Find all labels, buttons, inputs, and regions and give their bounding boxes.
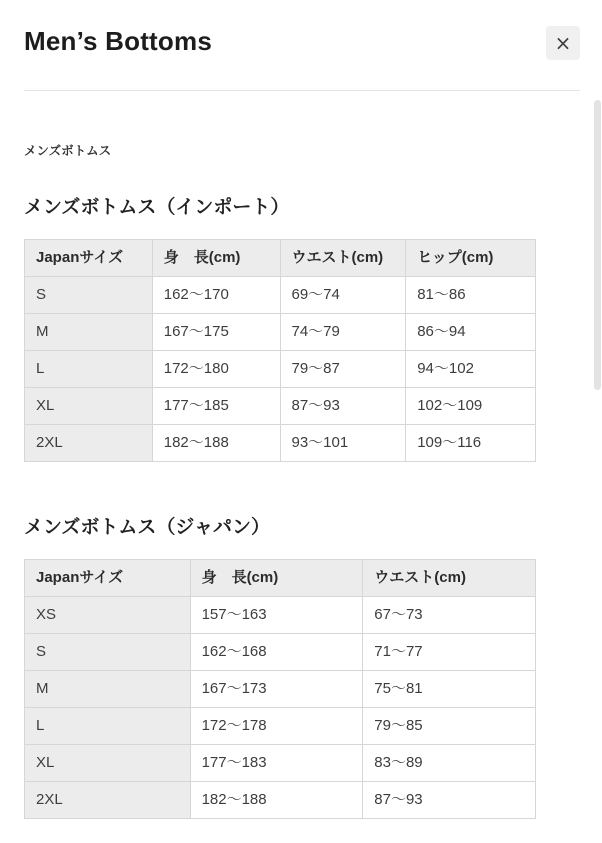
measurement-cell: 182〜188 [190, 782, 363, 819]
measurement-cell: 182〜188 [152, 425, 280, 462]
measurement-cell: 172〜178 [190, 708, 363, 745]
size-table-import [24, 239, 536, 462]
column-header: ウエスト(cm) [363, 560, 536, 597]
page-title: Men’s Bottoms [24, 26, 212, 56]
close-icon: × [554, 31, 572, 55]
size-cell: XS [25, 597, 191, 634]
column-header: Japanサイズ [25, 560, 191, 597]
size-cell: S [25, 277, 153, 314]
measurement-cell: 87〜93 [280, 388, 406, 425]
table-row [25, 745, 536, 782]
table-row [25, 634, 536, 671]
scrollbar-thumb[interactable] [594, 100, 601, 390]
measurement-cell: 93〜101 [280, 425, 406, 462]
section-heading-import: メンズボトムス（インポート） [24, 197, 290, 218]
table-row [25, 425, 536, 462]
close-button[interactable] [546, 26, 580, 60]
column-header: ヒップ(cm) [406, 240, 536, 277]
measurement-cell: 81〜86 [406, 277, 536, 314]
measurement-cell: 87〜93 [363, 782, 536, 819]
measurement-cell: 69〜74 [280, 277, 406, 314]
size-cell: M [25, 671, 191, 708]
column-header: 身 長(cm) [190, 560, 363, 597]
header-divider [24, 90, 580, 91]
measurement-cell: 167〜173 [190, 671, 363, 708]
table-row [25, 597, 536, 634]
size-cell: 2XL [25, 425, 153, 462]
modal-header [0, 0, 602, 60]
size-table-japan [24, 559, 536, 819]
measurement-cell: 109〜116 [406, 425, 536, 462]
column-header: 身 長(cm) [152, 240, 280, 277]
measurement-cell: 172〜180 [152, 351, 280, 388]
measurement-cell: 177〜183 [190, 745, 363, 782]
measurement-cell: 162〜170 [152, 277, 280, 314]
size-cell: XL [25, 388, 153, 425]
size-cell: S [25, 634, 191, 671]
measurement-cell: 67〜73 [363, 597, 536, 634]
table-row [25, 277, 536, 314]
column-header: ウエスト(cm) [280, 240, 406, 277]
table-row [25, 671, 536, 708]
table-row [25, 388, 536, 425]
measurement-cell: 86〜94 [406, 314, 536, 351]
measurement-cell: 75〜81 [363, 671, 536, 708]
measurement-cell: 79〜87 [280, 351, 406, 388]
measurement-cell: 167〜175 [152, 314, 280, 351]
measurement-cell: 177〜185 [152, 388, 280, 425]
table-row [25, 314, 536, 351]
measurement-cell: 83〜89 [363, 745, 536, 782]
table-row [25, 708, 536, 745]
size-cell: L [25, 708, 191, 745]
measurement-cell: 79〜85 [363, 708, 536, 745]
category-label: メンズボトムス [24, 144, 112, 158]
size-cell: 2XL [25, 782, 191, 819]
size-cell: XL [25, 745, 191, 782]
table-row [25, 351, 536, 388]
measurement-cell: 157〜163 [190, 597, 363, 634]
section-japan [0, 512, 602, 819]
measurement-cell: 94〜102 [406, 351, 536, 388]
section-heading-japan: メンズボトムス（ジャパン） [24, 517, 271, 538]
table-header-row [25, 560, 536, 597]
section-import [0, 192, 602, 462]
size-cell: L [25, 351, 153, 388]
table-header-row [25, 240, 536, 277]
column-header: Japanサイズ [25, 240, 153, 277]
size-cell: M [25, 314, 153, 351]
measurement-cell: 102〜109 [406, 388, 536, 425]
measurement-cell: 71〜77 [363, 634, 536, 671]
measurement-cell: 162〜168 [190, 634, 363, 671]
table-row [25, 782, 536, 819]
measurement-cell: 74〜79 [280, 314, 406, 351]
